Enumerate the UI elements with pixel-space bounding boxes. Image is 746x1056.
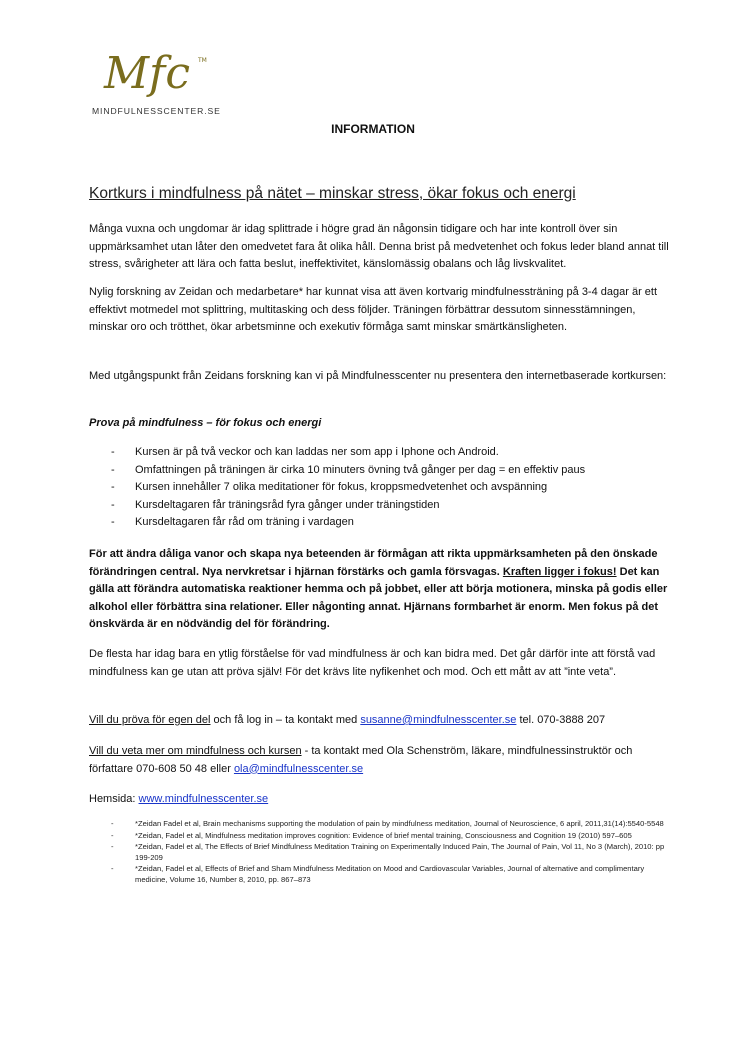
homepage-label: Hemsida:	[89, 793, 139, 805]
paragraph-understanding: De flesta har idag bara en ytlig förståelse för vad mindfulness är och kan bidra med. Det går därför inte att förstå vad mindfulness kan ge utan att pröva själv! För det krävs lite nyfikenhet och mod. Och ett mått av att ”inte veta”.	[89, 648, 656, 678]
reference-item: - *Zeidan, Fadel et al, The Effects of Brief Mindfulness Meditation Training on Experimentally Induced Pain, The Journal of Pain, Vol 11, No 3 (March), 2010: pp 199-209	[89, 842, 669, 863]
course-subheading: Prova på mindfulness – för fokus och energi	[89, 417, 322, 429]
info-heading: INFORMATION	[331, 122, 415, 136]
list-item: - Kursen är på två veckor och kan laddas ner som app i Iphone och Android.	[89, 444, 585, 462]
contact-info	[89, 743, 669, 778]
reference-item: - *Zeidan, Fadel et al, Effects of Brief and Sham Mindfulness Meditation on Mood and Cardiovascular Variables, Journal of alternative and complimentary medicine, Volume 16, Number 8, 2010, pp. 867–873	[89, 864, 669, 885]
list-item: - Kursen innehåller 7 olika meditationer för fokus, kroppsmedvetenhet och avspänning	[89, 479, 585, 497]
paragraph-intro: Många vuxna och ungdomar är idag splittrade i högre grad än någonsin tidigare och har inte kontroll över sin uppmärksamhet utan låter den omedvetet fara åt olika håll. Denna brist på medvetenhet och fokus leder bland annat till stress, svårigheter att lära och fatta beslut, ineffektivitet, känslomässig obalans och låg livskvalitet.	[89, 223, 669, 271]
list-item: - Kursdeltagaren får råd om träning i vardagen	[89, 514, 585, 532]
focus-text-1: För att ändra dåliga vanor och skapa nya beteenden är förmågan att rikta uppmärksamheten på den önskade förändringen central. Nya nervkretsar i hjärnan förstärks och gamla försvagas.	[89, 548, 658, 578]
homepage-line	[89, 791, 669, 809]
list-item: - Omfattningen på träningen är cirka 10 minuters övning två gånger per dag = en effektiv paus	[89, 462, 585, 480]
page-title: Kortkurs i mindfulness på nätet – minskar stress, ökar fokus och energi	[89, 185, 576, 202]
reference-list	[89, 819, 669, 887]
paragraph-focus	[89, 546, 669, 634]
logo-text: MINDFULNESSCENTER.SE	[92, 106, 221, 116]
homepage-link[interactable]: www.mindfulnesscenter.se	[138, 793, 269, 805]
contact-info-lead: Vill du veta mer om mindfulness och kursen	[89, 745, 302, 757]
course-feature-list	[89, 444, 585, 532]
logo	[92, 40, 232, 124]
paragraph-research: Nylig forskning av Zeidan och medarbetare* har kunnat visa att även kortvarig mindfulnessträning på 3-4 dagar är ett effektivt motmedel mot splittring, multitasking och dess följder. Träningen förbättrar dessutom sinnesstämningen, minskar oro och trötthet, ökar arbetsminne och exekutiv förmåga samt minskar smärtkänsligheten.	[89, 286, 658, 334]
contact-trial-lead: Vill du pröva för egen del	[89, 714, 211, 726]
focus-highlight: Kraften ligger i fokus!	[502, 565, 617, 578]
email-link-ola[interactable]: ola@mindfulnesscenter.se	[233, 762, 364, 775]
paragraph-course-intro: Med utgångspunkt från Zeidans forskning kan vi på Mindfulnesscenter nu presentera den internetbaserade kortkursen:	[89, 370, 667, 382]
focus-text-2: Det kan gälla att förändra automatiska reaktioner hemma och på jobbet, eller att börja motionera, minska på godis eller alkohol eller förbättra sina relationer. Eller någonting annat. Hjärnans formbarhet är enorm. Men fokus på det önskvärda är en nödvändig del för förändring.	[89, 565, 668, 631]
reference-item: - *Zeidan Fadel et al, Brain mechanisms supporting the modulation of pain by mindfulness meditation, Journal of Neuroscience, 6 april, 2011,31(14):5540-5548	[89, 819, 669, 830]
list-item: - Kursdeltagaren får träningsråd fyra gånger under träningstiden	[89, 497, 585, 515]
email-link-susanne[interactable]: susanne@mindfulnesscenter.se	[360, 714, 517, 726]
reference-item: - *Zeidan, Fadel et al, Mindfulness meditation improves cognition: Evidence of brief mental training, Consciousness and Cognition 19 (2010) 597–605	[89, 831, 669, 842]
logo-mark-text: Mfc	[104, 48, 190, 99]
mfc-logo-mark	[100, 40, 212, 102]
contact-info-mid: - ta kontakt med Ola Schenström, läkare, mindfulnessinstruktör och författare 070-608 50 48 eller	[89, 745, 633, 775]
contact-trial	[89, 712, 669, 730]
trademark-text: TM	[198, 57, 207, 64]
contact-trial-phone: tel. 070-3888 207	[516, 714, 606, 726]
contact-trial-mid: och få log in – ta kontakt med	[210, 714, 361, 726]
